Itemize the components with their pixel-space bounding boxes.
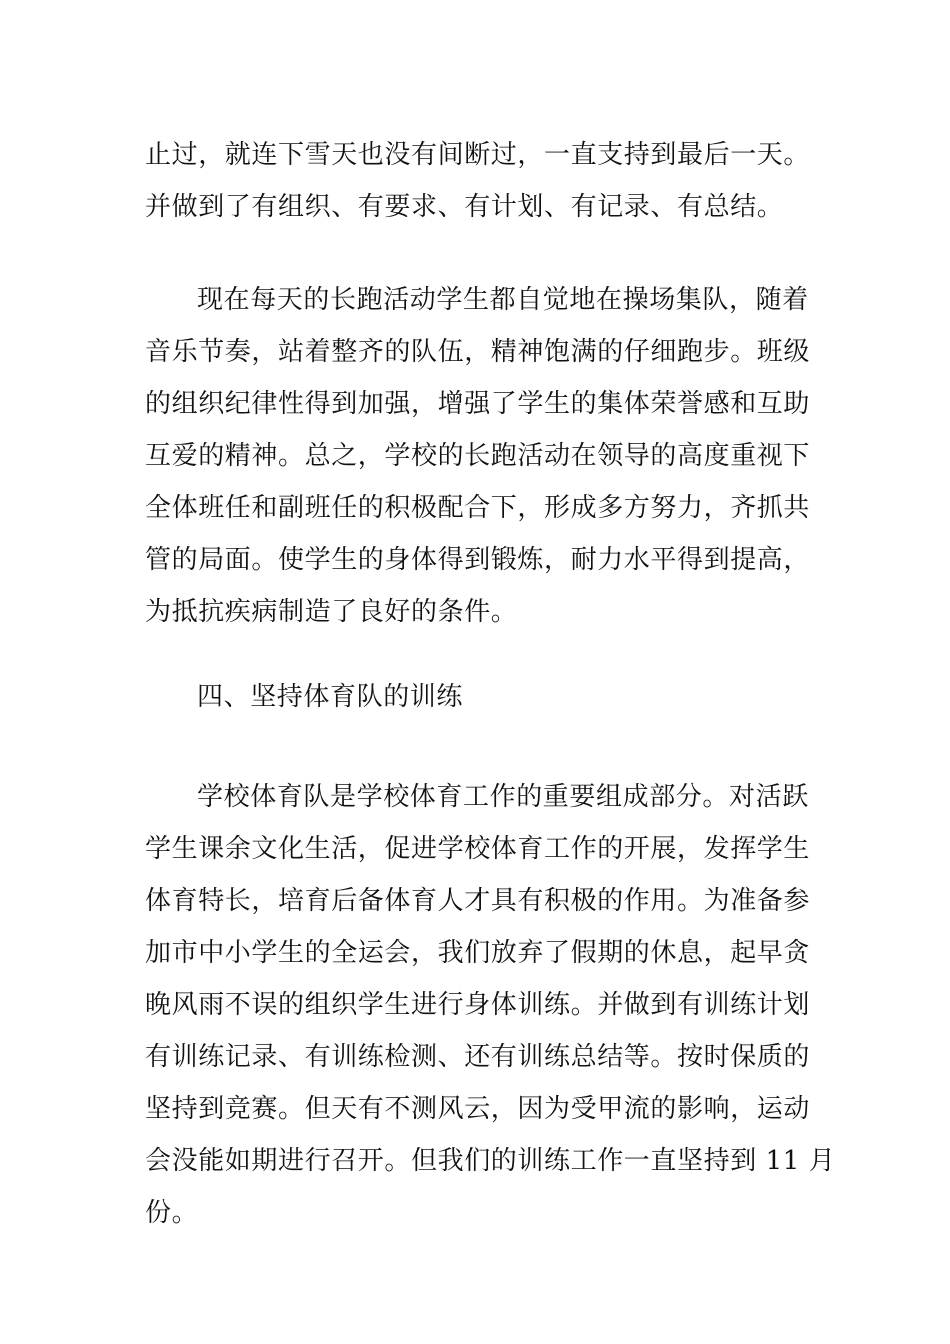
text-line: 音乐节奏，站着整齐的队伍，精神饱满的仔细跑步。班级 [145, 337, 811, 367]
text-line: 现在每天的长跑活动学生都自觉地在操场集队，随着 [197, 285, 809, 315]
heading-line: 四、坚持体育队的训练 [197, 682, 464, 712]
text-line: 止过，就连下雪天也没有间断过，一直支持到最后一天。 [145, 140, 811, 170]
text-line: 份。 [145, 1198, 199, 1228]
paragraph-continuation [145, 129, 810, 233]
paragraph-running-activity [145, 274, 810, 638]
text-line: 的组织纪律性得到加强，增强了学生的集体荣誉感和互助 [145, 389, 811, 419]
text-line: 晚风雨不误的组织学生进行身体训练。并做到有训练计划 [145, 990, 811, 1020]
text-line: 互爱的精神。总之，学校的长跑活动在领导的高度重视下 [145, 441, 811, 471]
paragraph-sports-team [145, 771, 836, 1239]
text-line: 坚持到竞赛。但天有不测风云，因为受甲流的影响，运动 [145, 1094, 811, 1124]
text-line: 学校体育队是学校体育工作的重要组成部分。对活跃 [197, 782, 809, 812]
text-line: 学生课余文化生活，促进学校体育工作的开展，发挥学生 [145, 834, 811, 864]
text-line: 加市中小学生的全运会，我们放弃了假期的休息，起早贪 [145, 938, 811, 968]
text-line: 全体班任和副班任的积极配合下，形成多方努力，齐抓共 [145, 493, 811, 523]
text-line: 体育特长，培育后备体育人才具有积极的作用。为准备参 [145, 886, 811, 916]
text-line: 为抵抗疾病制造了良好的条件。 [145, 597, 518, 627]
text-line: 有训练记录、有训练检测、还有训练总结等。按时保质的 [145, 1042, 811, 1072]
text-line: 并做到了有组织、有要求、有计划、有记录、有总结。 [145, 192, 784, 222]
text-line: 会没能如期进行召开。但我们的训练工作一直坚持到 11 月 [145, 1146, 836, 1176]
section-heading [145, 671, 810, 723]
text-line: 管的局面。使学生的身体得到锻炼，耐力水平得到提高， [145, 545, 811, 575]
